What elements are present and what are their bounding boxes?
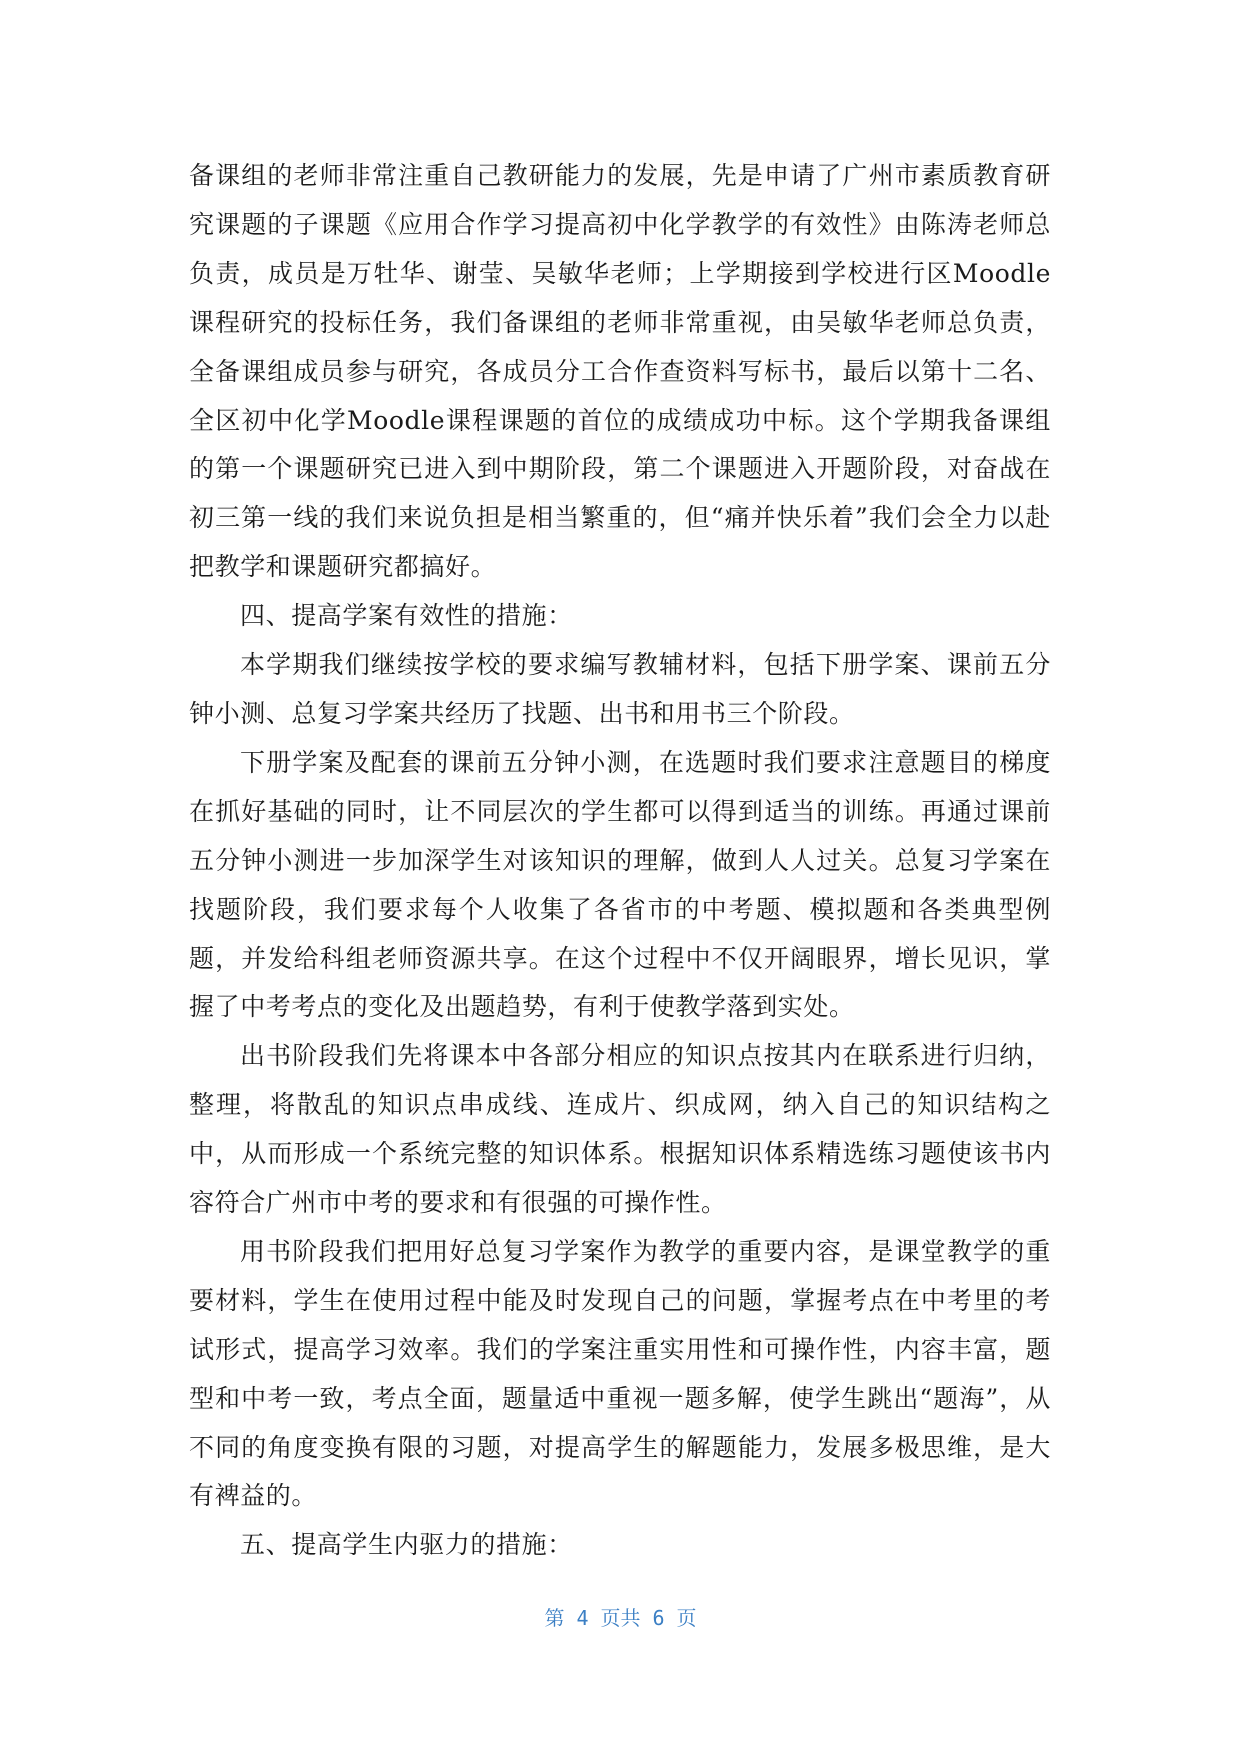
footer-current-page: 4 [576,1606,589,1630]
paragraph-5: 用书阶段我们把用好总复习学案作为教学的重要内容，是课堂教学的重要材料，学生在使用过程中能及时发现自己的问题，掌握考点在中考里的考试形式，提高学习效率。我们的学案注重实用性和可操作性，内容丰富，题型和中考一致，考点全面，题量适中重视一题多解，使学生跳出“题海”，从不同的角度变换有限的习题，对提高学生的解题能力，发展多极思维，是大有裨益的。 [189,1236,1051,1511]
page-footer [0,1602,1241,1631]
footer-middle: 页共 [600,1606,641,1630]
paragraph-2: 本学期我们继续按学校的要求编写教辅材料，包括下册学案、课前五分钟小测、总复习学案共经历了找题、出书和用书三个阶段。 [189,650,1051,728]
footer-suffix: 页 [676,1606,697,1630]
paragraph-3: 下册学案及配套的课前五分钟小测，在选题时我们要求注意题目的梯度在抓好基础的同时，让不同层次的学生都可以得到适当的训练。再通过课前五分钟小测进一步加深学生对该知识的理解，做到人人过关。总复习学案在找题阶段，我们要求每个人收集了各省市的中考题、模拟题和各类典型例题，并发给科组老师资源共享。在这个过程中不仅开阔眼界，增长见识，掌握了中考考点的变化及出题趋势，有利于使教学落到实处。 [189,747,1051,1022]
paragraph-1: 备课组的老师非常注重自己教研能力的发展，先是申请了广州市素质教育研究课题的子课题《应用合作学习提高初中化学教学的有效性》由陈涛老师总负责，成员是万牡华、谢莹、吴敏华老师；上学期接到学校进行区Moodle课程研究的投标任务，我们备课组的老师非常重视，由吴敏华老师总负责，全备课组成员参与研究，各成员分工合作查资料写标书，最后以第十二名、全区初中化学Moodle课程课题的首位的成绩成功中标。这个学期我备课组的第一个课题研究已进入到中期阶段，第二个课题进入开题阶段，对奋战在初三第一线的我们来说负担是相当繁重的，但“痛并快乐着”我们会全力以赴把教学和课题研究都搞好。 [189,161,1051,582]
footer-prefix: 第 [544,1606,565,1630]
section-heading-4: 四、提高学案有效性的措施： [240,601,573,631]
section-heading-5: 五、提高学生内驱力的措施： [240,1530,573,1560]
paragraph-4: 出书阶段我们先将课本中各部分相应的知识点按其内在联系进行归纳，整理，将散乱的知识点串成线、连成片、织成网，纳入自己的知识结构之中，从而形成一个系统完整的知识体系。根据知识体系精选练习题使该书内容符合广州市中考的要求和有很强的可操作性。 [189,1041,1051,1218]
footer-total-pages: 6 [652,1606,665,1630]
document-body [189,152,1051,1570]
